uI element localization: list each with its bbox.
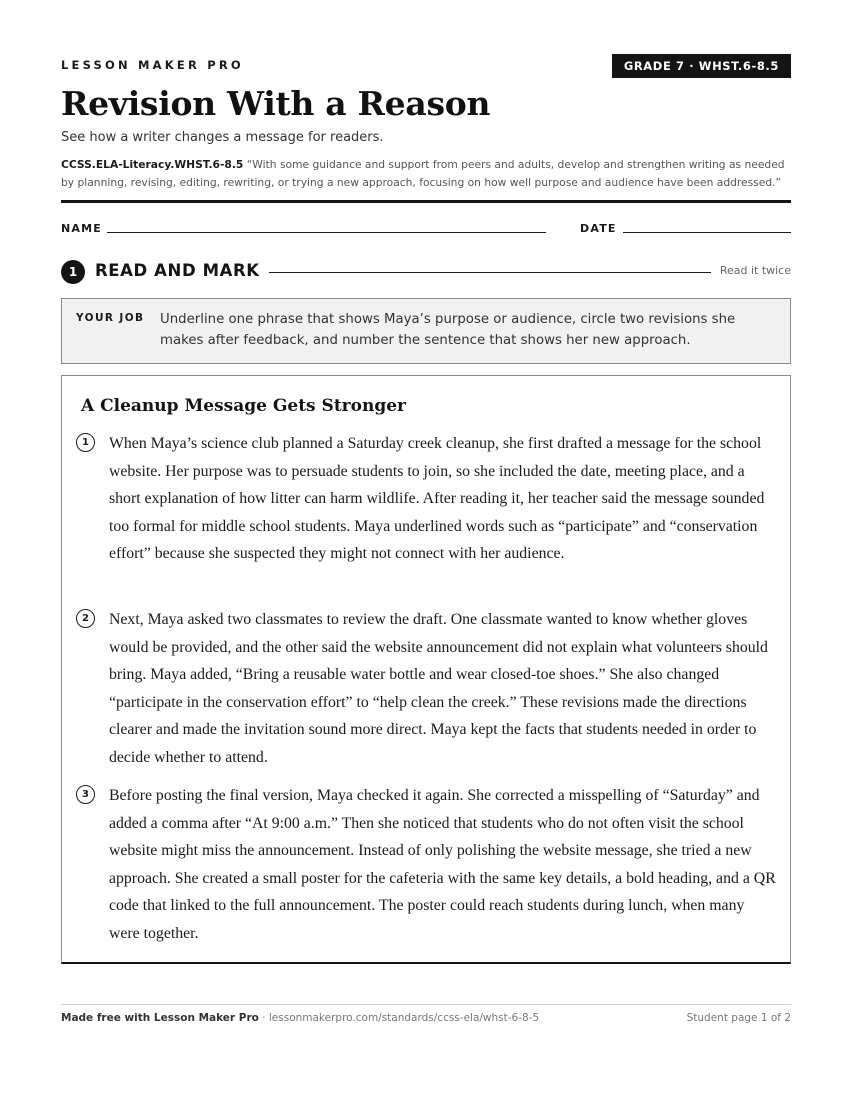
footer-separator: · (258, 1012, 269, 1024)
date-field[interactable] (623, 232, 791, 233)
section-number-badge: 1 (61, 260, 85, 284)
footer-credit (61, 1012, 539, 1024)
worksheet-page (61, 0, 791, 1100)
paragraph-number-badge: 3 (76, 785, 95, 804)
paragraph-number-badge: 1 (76, 433, 95, 452)
reading-passage-box (61, 375, 791, 964)
name-field[interactable] (107, 232, 546, 233)
standard-statement (61, 156, 791, 192)
header-divider (61, 200, 791, 203)
paragraph-text: Next, Maya asked two classmates to review the draft. One classmate wanted to know whether gloves would be provided, and the other said the website announcement did not explain what volunteers should bring. Maya added, “Bring a reusable water bottle and wear closed-toe shoes.” She also changed “participate in the conservation effort” to “help clean the creek.” These revisions made the directions clearer and made the invitation sound more direct. Maya kept the facts that students needed in order to decide whether to attend. (109, 611, 768, 766)
passage-title: A Cleanup Message Gets Stronger (81, 396, 406, 416)
your-job-label: YOUR JOB (76, 312, 145, 324)
footer-made-with: Made free with Lesson Maker Pro (61, 1012, 259, 1024)
date-label: DATE (580, 222, 617, 235)
paragraph-text: When Maya’s science club planned a Saturday creek cleanup, she first drafted a message for the school website. Her purpose was to persuade students to join, so she included the date, meeting place, and a short explanation of how litter can harm wildlife. After reading it, her teacher said the message sounded too formal for middle school students. Maya underlined words such as “participate” and “conservation effort” because she suspected they might not connect with her audience. (109, 435, 765, 563)
page-subtitle: See how a writer changes a message for readers. (61, 130, 384, 145)
footer-divider (61, 1004, 791, 1005)
footer-page-number: Student page 1 of 2 (686, 1012, 791, 1024)
footer-url[interactable]: lessonmakerpro.com/standards/ccss-ela/whst-6-8-5 (268, 1012, 540, 1024)
brand-name: LESSON MAKER PRO (61, 58, 244, 72)
name-label: NAME (61, 222, 102, 235)
paragraph-text: Before posting the final version, Maya checked it again. She corrected a misspelling of “Saturday” and added a comma after “At 9:00 a.m.” Then she noticed that students who do not often visit the school website might miss the announcement. Instead of only polishing the website message, she tried a new approach. She created a small poster for the cafeteria with the same key details, a bold heading, and a QR code that linked to the full announcement. The poster could reach students during lunch, when many were together. (109, 787, 776, 942)
standard-text: “With some guidance and support from peers and adults, develop and strengthen writing as needed by planning, revising, editing, rewriting, or trying a new approach, focusing on how well purpose and audience have been addressed.” (61, 158, 785, 189)
your-job-box (61, 298, 791, 364)
grade-badge: GRADE 7 · WHST.6-8.5 (612, 54, 791, 78)
standard-code: CCSS.ELA-Literacy.WHST.6-8.5 (61, 158, 244, 171)
page-title: Revision With a Reason (61, 84, 491, 123)
section-title: READ AND MARK (95, 261, 260, 280)
paragraph-number-badge: 2 (76, 609, 95, 628)
your-job-instructions: Underline one phrase that shows Maya’s purpose or audience, circle two revisions she makes after feedback, and number the sentence that shows her new approach. (160, 312, 736, 348)
section-note: Read it twice (719, 264, 791, 277)
section-divider (269, 272, 711, 273)
